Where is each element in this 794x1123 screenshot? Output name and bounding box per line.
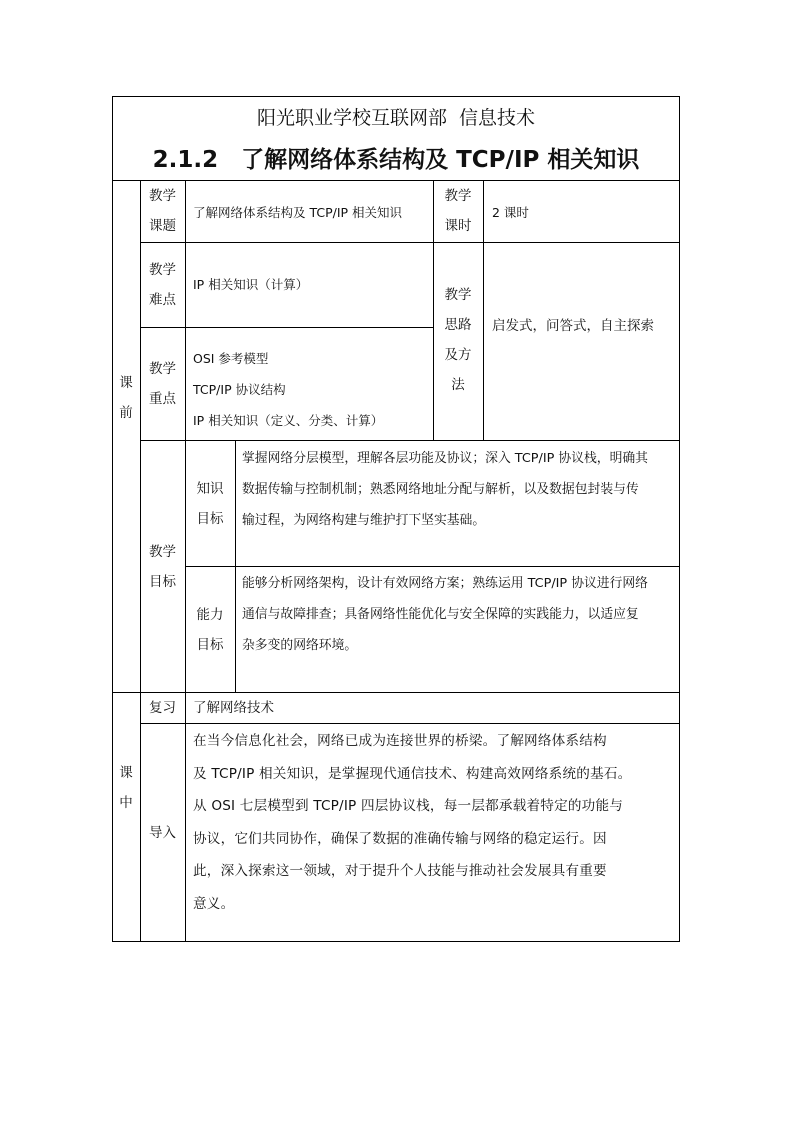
key-points-list [193,343,383,436]
list-item: OSI 参考模型 [193,351,269,366]
rule-key-bottom [140,440,680,441]
header-school-line [112,104,680,132]
rule-hours-label-right [483,180,484,440]
knowledge-goal-label: 知识 目标 [196,481,224,527]
page-title: 2.1.2 了解网络体系结构及 TCP/IP 相关知识 [152,147,640,173]
rule-label-col-class [185,692,186,942]
method-label: 教学 思路 及方 法 [444,287,472,393]
rule-preclass-bottom [112,692,680,693]
topic-value: 了解网络体系结构及 TCP/IP 相关知识 [193,205,403,220]
intro-text: 在当今信息化社会，网络已成为连接世界的桥梁。了解网络体系结构 及 TCP/IP 相关知识，是掌握现代通信技术、构建高效网络系统的基石。 从 OSI 七层模型到 TCP/IP 四层协议栈，每一层都承载着特定的功能与 协议，它们共同协作，确保了数据的准确传输与网络的稳定运行。因 此，深入探索这一领域，对于提升个人技能与推动社会发展具有重要 意义。 [193,733,632,912]
rule-difficulty-bottom [140,327,433,328]
ability-goal-label: 能力 目标 [196,607,224,653]
goals-label: 教学 目标 [149,544,176,590]
rule-header-bottom [112,180,680,181]
subject-name: 信息技术 [459,107,536,129]
difficulty-label: 教学 难点 [149,262,176,308]
intro-label: 导入 [149,825,176,841]
review-value: 了解网络技术 [193,700,274,716]
in-class-side-label: 课 中 [119,765,133,811]
hours-label: 教学 课时 [444,188,472,234]
rule-sublabel-col [235,440,236,692]
ability-goal-text: 能够分析网络架构，设计有效网络方案；熟练运用 TCP/IP 协议进行网络 通信与故障排查；具备网络性能优化与安全保障的实践能力，以适应复 杂多变的网络环境。 [242,576,648,653]
method-value: 启发式，问答式，自主探索 [492,318,654,334]
review-label: 复习 [149,700,176,716]
topic-label: 教学 课题 [149,188,176,234]
rule-topic-bottom [140,242,680,243]
hours-value: 2 课时 [492,205,529,220]
rule-review-bottom [140,723,680,724]
knowledge-goal-text: 掌握网络分层模型，理解各层功能及协议；深入 TCP/IP 协议栈，明确其 数据传输与控制机制；熟悉网络地址分配与解析，以及数据包封装与传 输过程，为网络构建与维护打下坚实基础。 [242,451,648,528]
key-points-label: 教学 重点 [149,361,176,407]
rule-knowledge-bottom [185,566,680,567]
list-item: TCP/IP 协议结构 [193,382,286,397]
school-name: 阳光职业学校互联网部 [256,107,447,129]
rule-label-col-top [185,180,186,440]
list-item: IP 相关知识（定义、分类、计算） [193,413,384,428]
difficulty-value: IP 相关知识（计算） [193,277,309,292]
pre-class-side-label: 课 前 [119,375,133,421]
